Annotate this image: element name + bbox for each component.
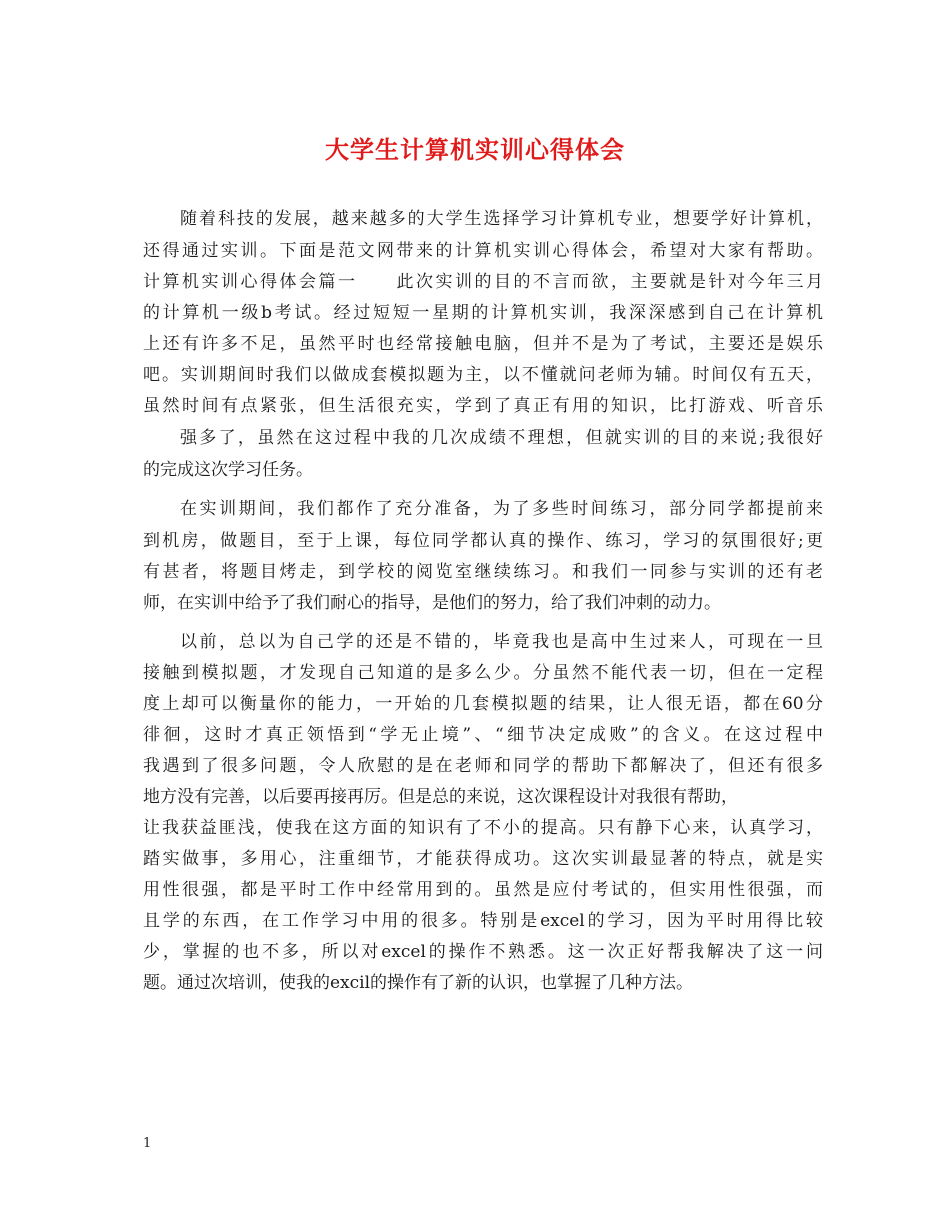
- text-line: 以前，总以为自己学的还是不错的，毕竟我也是高中生过来人，可现在一旦: [180, 632, 823, 652]
- text-line: 在实训期间，我们都作了充分准备，为了多些时间练习，部分同学都提前来: [180, 499, 823, 519]
- text-line: 有甚者，将题目烤走，到学校的阅览室继续练习。和我们一同参与实训的还有老: [143, 562, 823, 582]
- text-line: 接触到模拟题，才发现自己知道的是多么少。分虽然不能代表一切，但在一定程: [143, 663, 823, 683]
- text-line: 用性很强，都是平时工作中经常用到的。虽然是应付考试的，但实用性很强，而: [143, 880, 823, 900]
- text-line: 随着科技的发展，越来越多的大学生选择学习计算机专业，想要学好计算机，: [180, 209, 823, 229]
- document-title: 大学生计算机实训心得体会: [325, 136, 625, 164]
- text-line: 强多了，虽然在这过程中我的几次成绩不理想，但就实训的目的来说;我很好: [180, 428, 823, 448]
- text-line: 我遇到了很多问题，令人欣慰的是在老师和同学的帮助下都解决了，但还有很多: [143, 756, 823, 776]
- text-line: 让我获益匪浅，使我在这方面的知识有了不小的提高。只有静下心来，认真学习，: [143, 818, 823, 838]
- text-line: 到机房，做题目，至于上课，每位同学都认真的操作、练习，学习的氛围很好;更: [143, 531, 823, 551]
- text-line: 还得通过实训。下面是范文网带来的计算机实训心得体会，希望对大家有帮助。: [143, 241, 823, 261]
- text-line: 且学的东西，在工作学习中用的很多。特别是excel的学习，因为平时用得比较: [143, 911, 823, 931]
- text-line: 虽然时间有点紧张，但生活很充实，学到了真正有用的知识，比打游戏、听音乐: [143, 396, 823, 416]
- text-line: 少，掌握的也不多，所以对excel的操作不熟悉。这一次正好帮我解决了这一问: [143, 942, 823, 962]
- text-line: 的计算机一级b考试。经过短短一星期的计算机实训，我深深感到自己在计算机: [143, 303, 823, 323]
- text-line: 上还有许多不足，虽然平时也经常接触电脑，但并不是为了考试，主要还是娱乐: [143, 334, 823, 354]
- text-line: 吧。实训期间时我们以做成套模拟题为主，以不懂就问老师为辅。时间仅有五天，: [143, 365, 823, 385]
- text-line: 师，在实训中给予了我们耐心的指导，是他们的努力，给了我们冲刺的动力。: [143, 593, 721, 613]
- text-line: 计算机实训心得体会篇一 此次实训的目的不言而欲，主要就是针对今年三月: [143, 272, 823, 292]
- text-line: 徘徊，这时才真正领悟到“学无止境”、“细节决定成败”的含义。在这过程中: [143, 725, 823, 745]
- page-number: 1: [143, 1136, 152, 1151]
- text-line: 题。通过次培训，使我的excil的操作有了新的认识，也掌握了几种方法。: [143, 973, 694, 993]
- text-line: 踏实做事，多用心，注重细节，才能获得成功。这次实训最显著的特点，就是实: [143, 849, 823, 869]
- text-line: 度上却可以衡量你的能力，一开始的几套模拟题的结果，让人很无语，都在60分: [143, 694, 823, 714]
- text-line: 的完成这次学习任务。: [143, 460, 313, 480]
- text-line: 地方没有完善，以后要再接再厉。但是总的来说，这次课程设计对我很有帮助，: [143, 787, 738, 807]
